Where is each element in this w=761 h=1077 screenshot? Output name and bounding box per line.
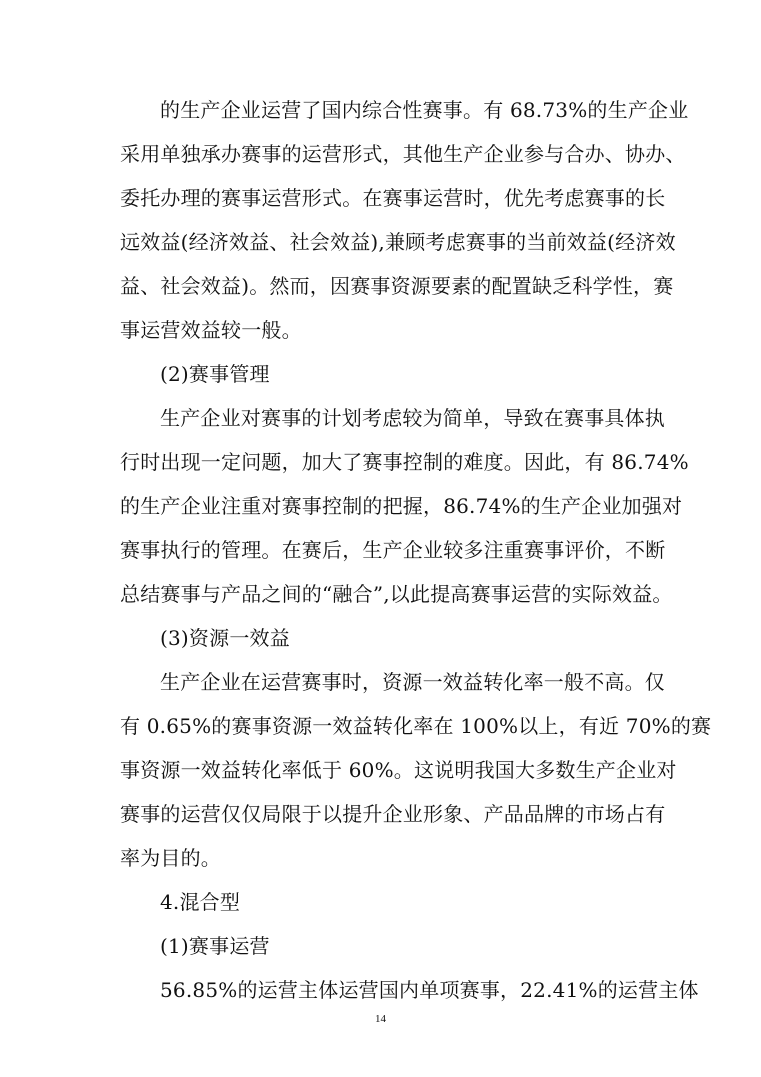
page-number: 14 bbox=[375, 1013, 386, 1025]
body-text-line: 远效益(经济效益、社会效益),兼顾考虑赛事的当前效益(经济效 bbox=[120, 230, 676, 254]
section-heading: (2)赛事管理 bbox=[160, 362, 270, 386]
body-text-line: 赛事执行的管理。在赛后，生产企业较多注重赛事评价，不断 bbox=[120, 538, 666, 562]
body-text-line: 行时出现一定问题，加大了赛事控制的难度。因此，有 86.74% bbox=[120, 450, 689, 474]
body-text-line: 有 0.65%的赛事资源一效益转化率在 100%以上，有近 70%的赛 bbox=[120, 714, 712, 738]
body-text-line: 委托办理的赛事运营形式。在赛事运营时，优先考虑赛事的长 bbox=[120, 186, 666, 210]
body-text-line: 益、社会效益)。然而，因赛事资源要素的配置缺乏科学性，赛 bbox=[120, 274, 674, 298]
section-heading: (1)赛事运营 bbox=[160, 934, 270, 958]
section-heading: 4.混合型 bbox=[160, 890, 241, 914]
section-heading: (3)资源一效益 bbox=[160, 626, 290, 650]
body-text-line: 的生产企业运营了国内综合性赛事。有 68.73%的生产企业 bbox=[160, 98, 689, 122]
body-text-line: 生产企业在运营赛事时，资源一效益转化率一般不高。仅 bbox=[160, 670, 665, 694]
body-text-line: 56.85%的运营主体运营国内单项赛事，22.41%的运营主体 bbox=[160, 978, 699, 1002]
body-text-line: 采用单独承办赛事的运营形式，其他生产企业参与合办、协办、 bbox=[120, 142, 686, 166]
body-text-line: 事运营效益较一般。 bbox=[120, 318, 302, 342]
body-text-line: 事资源一效益转化率低于 60%。这说明我国大多数生产企业对 bbox=[120, 758, 677, 782]
body-text-line: 率为目的。 bbox=[120, 846, 221, 870]
body-text-line: 的生产企业注重对赛事控制的把握，86.74%的生产企业加强对 bbox=[120, 494, 683, 518]
body-text-line: 总结赛事与产品之间的“融合”,以此提高赛事运营的实际效益。 bbox=[120, 582, 673, 606]
body-text-line: 赛事的运营仅仅局限于以提升企业形象、产品品牌的市场占有 bbox=[120, 802, 666, 826]
body-text-line: 生产企业对赛事的计划考虑较为简单，导致在赛事具体执 bbox=[160, 406, 665, 430]
